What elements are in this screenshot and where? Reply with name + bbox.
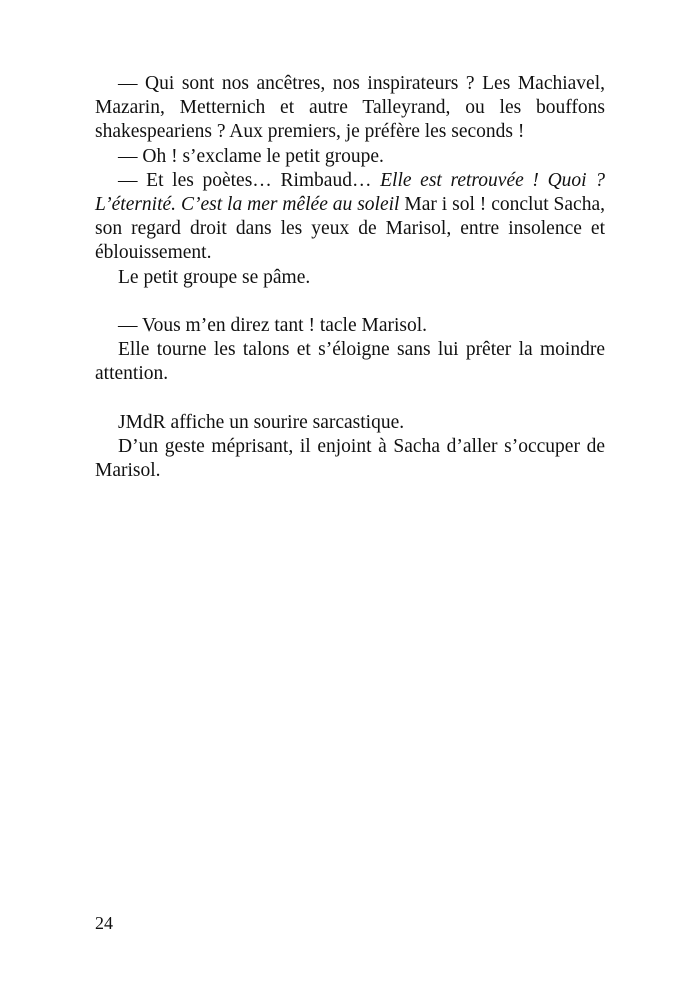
paragraph-6: Elle tourne les talons et s’éloigne sans lui prêter la moindre attention. xyxy=(95,339,605,385)
paragraph-7: JMdR affiche un sourire sarcastique. xyxy=(118,411,405,433)
body-text xyxy=(95,72,605,483)
paragraph-5: — Vous m’en direz tant ! tacle Marisol. xyxy=(118,315,428,337)
paragraph-4: Le petit groupe se pâme. xyxy=(118,266,311,288)
rimbaud-quote: Elle est retrouvée ! Quoi ? L’éternité. C’est la mer mêlée au soleil xyxy=(95,169,605,216)
paragraph-3 xyxy=(95,169,605,266)
paragraph-2: — Oh ! s’exclame le petit groupe. xyxy=(118,145,384,167)
paragraph-8: D’un geste méprisant, il enjoint à Sacha d’aller s’occuper de Marisol. xyxy=(95,436,605,482)
section-break xyxy=(95,290,605,314)
paragraph-3-end: Mar i sol ! conclut Sacha, son regard droit dans les yeux de Marisol, entre insolence et éblouissement. xyxy=(95,194,605,264)
paragraph-1: — Qui sont nos ancêtres, nos inspirateurs ? Les Machiavel, Mazarin, Metternich et autre Talleyrand, ou les bouffons shakespeariens ? Aux premiers, je préfère les seconds ! xyxy=(95,73,605,143)
page-number: 24 xyxy=(95,913,113,933)
paragraph-3-start: — Et les poètes… Rimbaud… xyxy=(118,169,381,191)
section-break xyxy=(95,387,605,411)
